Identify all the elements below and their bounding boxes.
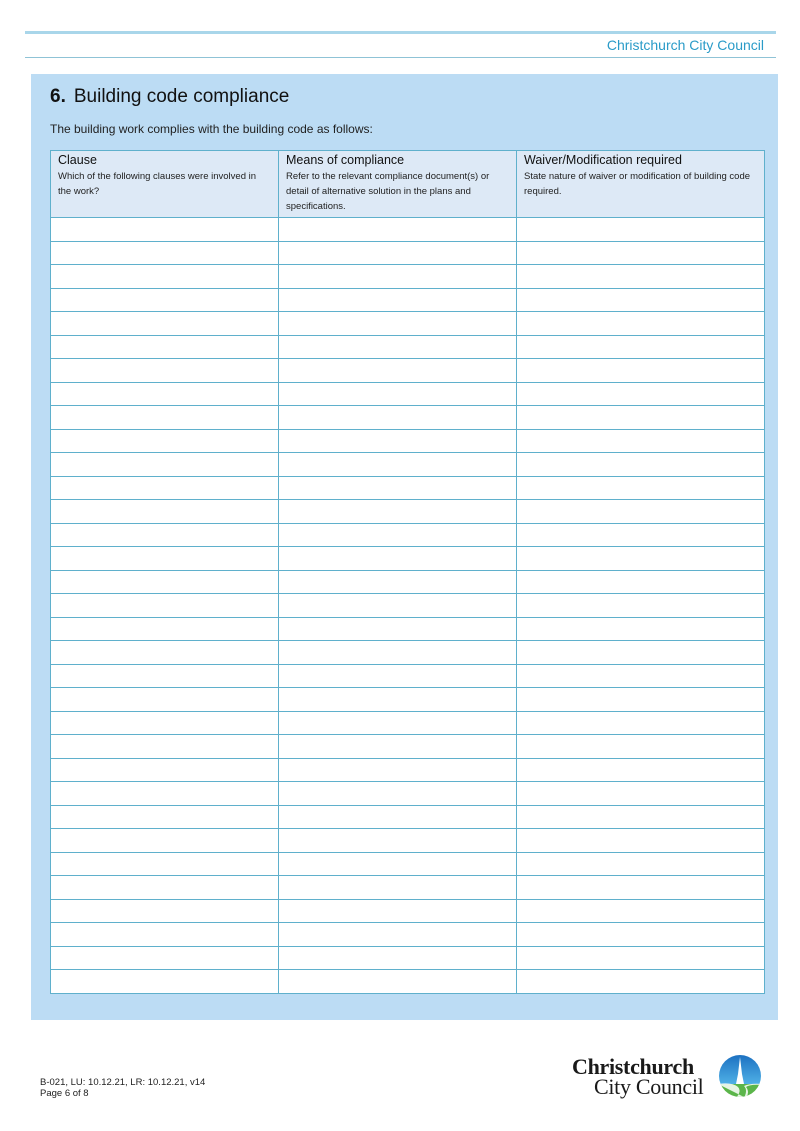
waiver-modification-cell[interactable] — [517, 500, 765, 524]
table-row — [51, 453, 765, 477]
means-of-compliance-cell[interactable] — [279, 476, 517, 500]
means-of-compliance-cell[interactable] — [279, 641, 517, 665]
compliance-table — [50, 150, 765, 994]
means-of-compliance-cell[interactable] — [279, 829, 517, 853]
waiver-modification-cell[interactable] — [517, 923, 765, 947]
table-row — [51, 923, 765, 947]
logo-line-1: Christchurch — [572, 1054, 694, 1079]
clause-cell[interactable] — [51, 241, 279, 265]
waiver-modification-cell[interactable] — [517, 735, 765, 759]
table-row — [51, 335, 765, 359]
table-row — [51, 429, 765, 453]
table-row — [51, 476, 765, 500]
waiver-modification-cell[interactable] — [517, 335, 765, 359]
waiver-modification-cell[interactable] — [517, 453, 765, 477]
cathedral-spire-emblem-icon — [718, 1054, 762, 1098]
table-row — [51, 664, 765, 688]
means-of-compliance-cell[interactable] — [279, 664, 517, 688]
means-of-compliance-cell[interactable] — [279, 547, 517, 571]
column-title: Clause — [58, 153, 97, 167]
table-row — [51, 359, 765, 383]
logo-line-2: City Council — [594, 1074, 704, 1099]
clause-cell[interactable] — [51, 359, 279, 383]
table-row — [51, 594, 765, 618]
means-of-compliance-cell[interactable] — [279, 617, 517, 641]
means-of-compliance-cell[interactable] — [279, 711, 517, 735]
means-of-compliance-cell[interactable] — [279, 359, 517, 383]
means-of-compliance-cell[interactable] — [279, 782, 517, 806]
header-top-rule — [25, 31, 776, 34]
table-row — [51, 970, 765, 994]
page-number: Page 6 of 8 — [40, 1088, 89, 1099]
clause-cell[interactable] — [51, 829, 279, 853]
table-row — [51, 265, 765, 289]
table-row — [51, 500, 765, 524]
table-body — [51, 218, 765, 994]
means-of-compliance-cell[interactable] — [279, 241, 517, 265]
form-reference: B-021, LU: 10.12.21, LR: 10.12.21, v14 — [40, 1077, 206, 1088]
table-row — [51, 946, 765, 970]
clause-cell[interactable] — [51, 641, 279, 665]
table-row — [51, 782, 765, 806]
column-header-clause — [51, 151, 279, 218]
clause-cell[interactable] — [51, 335, 279, 359]
column-header-means-of-compliance — [279, 151, 517, 218]
table-row — [51, 288, 765, 312]
waiver-modification-cell[interactable] — [517, 876, 765, 900]
clause-cell[interactable] — [51, 312, 279, 336]
waiver-modification-cell[interactable] — [517, 218, 765, 242]
clause-cell[interactable] — [51, 476, 279, 500]
clause-cell[interactable] — [51, 594, 279, 618]
column-description: Refer to the relevant compliance document(s) or detail of alternative solution in the plans and specifications. — [286, 171, 490, 212]
waiver-modification-cell[interactable] — [517, 570, 765, 594]
means-of-compliance-cell[interactable] — [279, 970, 517, 994]
table-row — [51, 735, 765, 759]
waiver-modification-cell[interactable] — [517, 406, 765, 430]
means-of-compliance-cell[interactable] — [279, 899, 517, 923]
clause-cell[interactable] — [51, 688, 279, 712]
means-of-compliance-cell[interactable] — [279, 500, 517, 524]
means-of-compliance-cell[interactable] — [279, 218, 517, 242]
clause-cell[interactable] — [51, 453, 279, 477]
table-row — [51, 688, 765, 712]
waiver-modification-cell[interactable] — [517, 758, 765, 782]
means-of-compliance-cell[interactable] — [279, 852, 517, 876]
table-row — [51, 711, 765, 735]
waiver-modification-cell[interactable] — [517, 476, 765, 500]
clause-cell[interactable] — [51, 382, 279, 406]
clause-cell[interactable] — [51, 758, 279, 782]
table-row — [51, 876, 765, 900]
table-row — [51, 218, 765, 242]
table-row — [51, 523, 765, 547]
means-of-compliance-cell[interactable] — [279, 876, 517, 900]
clause-cell[interactable] — [51, 406, 279, 430]
header-bottom-rule — [25, 57, 776, 58]
clause-cell[interactable] — [51, 288, 279, 312]
clause-cell[interactable] — [51, 617, 279, 641]
means-of-compliance-cell[interactable] — [279, 688, 517, 712]
waiver-modification-cell[interactable] — [517, 265, 765, 289]
waiver-modification-cell[interactable] — [517, 359, 765, 383]
clause-cell[interactable] — [51, 711, 279, 735]
clause-cell[interactable] — [51, 500, 279, 524]
clause-cell[interactable] — [51, 805, 279, 829]
waiver-modification-cell[interactable] — [517, 382, 765, 406]
means-of-compliance-cell[interactable] — [279, 288, 517, 312]
table-row — [51, 241, 765, 265]
table-row — [51, 406, 765, 430]
clause-cell[interactable] — [51, 899, 279, 923]
table-row — [51, 547, 765, 571]
waiver-modification-cell[interactable] — [517, 617, 765, 641]
means-of-compliance-cell[interactable] — [279, 406, 517, 430]
waiver-modification-cell[interactable] — [517, 782, 765, 806]
section-number: 6. — [50, 86, 66, 107]
waiver-modification-cell[interactable] — [517, 429, 765, 453]
column-header-waiver-modification — [517, 151, 765, 218]
means-of-compliance-cell[interactable] — [279, 923, 517, 947]
clause-cell[interactable] — [51, 429, 279, 453]
waiver-modification-cell[interactable] — [517, 946, 765, 970]
waiver-modification-cell[interactable] — [517, 711, 765, 735]
waiver-modification-cell[interactable] — [517, 523, 765, 547]
means-of-compliance-cell[interactable] — [279, 453, 517, 477]
means-of-compliance-cell[interactable] — [279, 523, 517, 547]
waiver-modification-cell[interactable] — [517, 547, 765, 571]
waiver-modification-cell[interactable] — [517, 852, 765, 876]
means-of-compliance-cell[interactable] — [279, 570, 517, 594]
waiver-modification-cell[interactable] — [517, 829, 765, 853]
section-title-text: Building code compliance — [73, 86, 290, 107]
clause-cell[interactable] — [51, 265, 279, 289]
table-row — [51, 758, 765, 782]
waiver-modification-cell[interactable] — [517, 241, 765, 265]
waiver-modification-cell[interactable] — [517, 805, 765, 829]
table-row — [51, 382, 765, 406]
clause-cell[interactable] — [51, 523, 279, 547]
clause-cell[interactable] — [51, 782, 279, 806]
table-row — [51, 829, 765, 853]
waiver-modification-cell[interactable] — [517, 594, 765, 618]
waiver-modification-cell[interactable] — [517, 970, 765, 994]
table-row — [51, 805, 765, 829]
table-row — [51, 570, 765, 594]
clause-cell[interactable] — [51, 735, 279, 759]
column-description: State nature of waiver or modification of building code required. — [524, 171, 751, 197]
means-of-compliance-cell[interactable] — [279, 735, 517, 759]
means-of-compliance-cell[interactable] — [279, 312, 517, 336]
means-of-compliance-cell[interactable] — [279, 946, 517, 970]
header-organization: Christchurch City Council — [606, 37, 764, 53]
table-row — [51, 312, 765, 336]
waiver-modification-cell[interactable] — [517, 664, 765, 688]
means-of-compliance-cell[interactable] — [279, 265, 517, 289]
means-of-compliance-cell[interactable] — [279, 758, 517, 782]
section-title — [50, 86, 289, 108]
column-title: Waiver/Modification required — [524, 153, 682, 167]
council-logo — [572, 1054, 772, 1100]
clause-cell[interactable] — [51, 570, 279, 594]
section-intro: The building work complies with the building code as follows: — [50, 122, 373, 136]
means-of-compliance-cell[interactable] — [279, 382, 517, 406]
column-description: Which of the following clauses were involved in the work? — [58, 171, 257, 197]
waiver-modification-cell[interactable] — [517, 688, 765, 712]
table-row — [51, 617, 765, 641]
means-of-compliance-cell[interactable] — [279, 429, 517, 453]
clause-cell[interactable] — [51, 218, 279, 242]
footer-meta — [40, 1077, 205, 1099]
waiver-modification-cell[interactable] — [517, 288, 765, 312]
table-header-row — [51, 151, 765, 218]
table-row — [51, 852, 765, 876]
clause-cell[interactable] — [51, 876, 279, 900]
table-row — [51, 641, 765, 665]
clause-cell[interactable] — [51, 970, 279, 994]
table-row — [51, 899, 765, 923]
clause-cell[interactable] — [51, 664, 279, 688]
waiver-modification-cell[interactable] — [517, 312, 765, 336]
waiver-modification-cell[interactable] — [517, 641, 765, 665]
clause-cell[interactable] — [51, 852, 279, 876]
means-of-compliance-cell[interactable] — [279, 335, 517, 359]
clause-cell[interactable] — [51, 923, 279, 947]
clause-cell[interactable] — [51, 547, 279, 571]
clause-cell[interactable] — [51, 946, 279, 970]
column-title: Means of compliance — [286, 153, 405, 167]
waiver-modification-cell[interactable] — [517, 899, 765, 923]
means-of-compliance-cell[interactable] — [279, 805, 517, 829]
means-of-compliance-cell[interactable] — [279, 594, 517, 618]
